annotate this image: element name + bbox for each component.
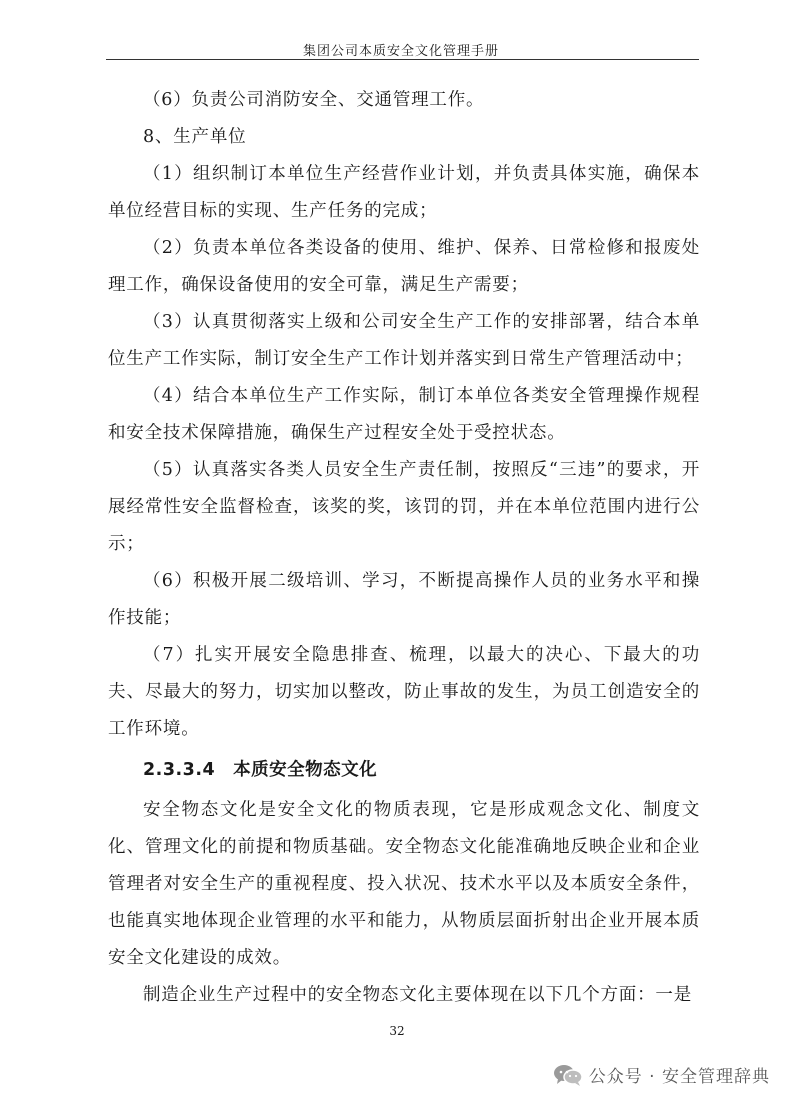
wechat-icon	[553, 1063, 583, 1087]
section-heading	[108, 752, 700, 788]
paragraph-item-5: （5）认真落实各类人员安全生产责任制，按照反“三违”的要求，开展经常性安全监督检查，该奖的奖，该罚的罚，并在本单位范围内进行公示；	[108, 460, 700, 554]
watermark-text: 公众号 · 安全管理辞典	[588, 1067, 770, 1087]
document-body	[108, 82, 700, 1014]
section-title: 本质安全物态文化	[233, 760, 378, 780]
header-divider	[106, 59, 699, 60]
paragraph-physical-culture: 安全物态文化是安全文化的物质表现，它是形成观念文化、制度文化、管理文化的前提和物质基础。安全物态文化能准确地反映企业和企业管理者对安全生产的重视程度、投入状况、技术水平以及本质安全条件，也能真实地体现企业管理的水平和能力，从物质层面折射出企业开展本质安全文化建设的成效。	[108, 800, 700, 968]
paragraph-manufacturing: 制造企业生产过程中的安全物态文化主要体现在以下几个方面：一是	[143, 985, 692, 1005]
page-number: 32	[389, 1024, 405, 1038]
paragraph-item-3: （3）认真贯彻落实上级和公司安全生产工作的安排部署，结合本单位生产工作实际，制订安全生产工作计划并落实到日常生产管理活动中；	[108, 312, 700, 369]
paragraph-item-2: （2）负责本单位各类设备的使用、维护、保养、日常检修和报废处理工作，确保设备使用的安全可靠，满足生产需要；	[108, 238, 700, 295]
running-header: 集团公司本质安全文化管理手册	[302, 44, 499, 59]
paragraph-item-7: （7）扎实开展安全隐患排查、梳理，以最大的决心、下最大的功夫、尽最大的努力，切实加以整改，防止事故的发生，为员工创造安全的工作环境。	[108, 645, 700, 739]
subheading-production-unit: 8、生产单位	[143, 127, 247, 147]
paragraph-item-1: （1）组织制订本单位生产经营作业计划，并负责具体实施，确保本单位经营目标的实现、生产任务的完成；	[108, 164, 700, 221]
section-number: 2.3.3.4	[143, 760, 216, 780]
paragraph-item-4: （4）结合本单位生产工作实际，制订本单位各类安全管理操作规程和安全技术保障措施，确保生产过程安全处于受控状态。	[108, 386, 700, 443]
watermark	[553, 1062, 770, 1087]
paragraph-fire-traffic: （6）负责公司消防安全、交通管理工作。	[143, 90, 485, 110]
paragraph-item-6: （6）积极开展二级培训、学习，不断提高操作人员的业务水平和操作技能；	[108, 571, 700, 628]
